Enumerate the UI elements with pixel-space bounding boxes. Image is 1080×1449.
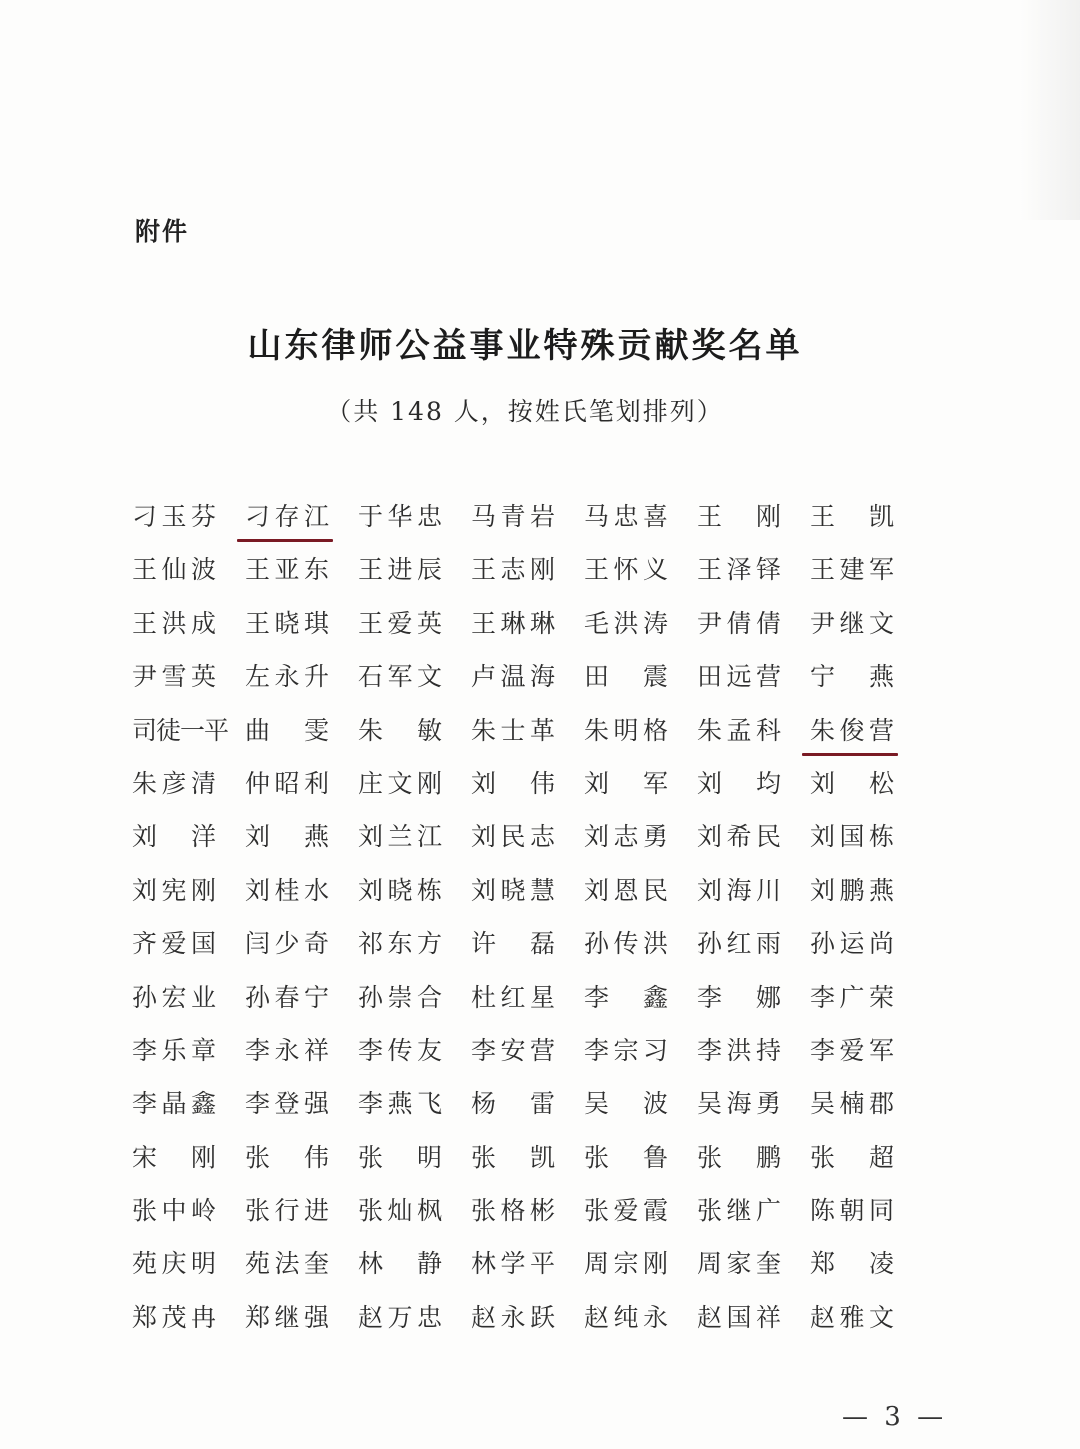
name-text: 张行进	[245, 1196, 329, 1226]
name-entry	[132, 655, 245, 708]
name-text: 张爱霞	[584, 1196, 668, 1226]
name-text: 王爱英	[358, 608, 442, 638]
name-entry	[697, 709, 810, 762]
name-entry	[358, 709, 471, 762]
name-entry	[358, 869, 471, 922]
name-text: 王泽铎	[697, 555, 781, 585]
name-text: 田远营	[697, 662, 781, 692]
name-text: 刘恩民	[584, 875, 668, 905]
name-text: 陈朝同	[810, 1196, 894, 1226]
name-entry	[584, 869, 697, 922]
name-entry	[697, 655, 810, 708]
name-entry	[471, 762, 584, 815]
name-entry	[471, 976, 584, 1029]
name-entry	[810, 762, 923, 815]
name-text: 李晶鑫	[132, 1089, 216, 1119]
name-text: 尹倩倩	[697, 608, 781, 638]
name-text: 孙运尚	[810, 929, 894, 959]
name-text: 刁存江	[245, 502, 329, 531]
name-entry	[584, 709, 697, 762]
name-text: 王怀义	[584, 555, 668, 585]
name-text: 张格彬	[471, 1196, 555, 1226]
name-entry	[697, 602, 810, 655]
name-entry	[810, 1029, 923, 1082]
name-text: 孙春宁	[245, 982, 329, 1012]
name-entry	[584, 922, 697, 975]
name-entry	[810, 1296, 923, 1349]
name-entry	[584, 655, 697, 708]
name-entry	[358, 1029, 471, 1082]
name-entry	[132, 1242, 245, 1295]
name-entry	[471, 495, 584, 548]
name-text: 朱俊营	[810, 715, 894, 745]
name-entry	[358, 1242, 471, 1295]
name-text: 刘晓慧	[471, 875, 555, 905]
name-text: 刘鹏燕	[810, 875, 894, 905]
name-text: 朱彦清	[132, 768, 216, 798]
name-entry	[245, 1136, 358, 1189]
name-entry	[245, 1296, 358, 1349]
name-text: 周宗刚	[584, 1249, 668, 1279]
name-text: 刁玉芬	[132, 502, 216, 531]
name-entry	[132, 1082, 245, 1135]
name-entry	[810, 1136, 923, 1189]
name-entry	[584, 548, 697, 601]
name-entry	[245, 869, 358, 922]
name-text: 王凯	[810, 502, 894, 531]
name-text: 刘均	[697, 768, 781, 798]
name-text: 李娜	[697, 982, 781, 1012]
name-text: 司徒一平	[132, 715, 229, 745]
name-entry	[810, 655, 923, 708]
names-list	[132, 495, 932, 1349]
name-text: 周家奎	[697, 1249, 781, 1279]
name-entry	[245, 655, 358, 708]
name-entry	[810, 495, 923, 548]
name-text: 尹继文	[810, 608, 894, 638]
name-entry	[358, 1296, 471, 1349]
name-entry	[471, 548, 584, 601]
name-text: 李登强	[245, 1089, 329, 1119]
name-entry	[245, 602, 358, 655]
name-entry	[132, 922, 245, 975]
name-text: 朱孟科	[697, 715, 781, 745]
name-entry	[810, 869, 923, 922]
name-text: 刘民志	[471, 822, 555, 852]
name-text: 吴波	[584, 1089, 668, 1119]
name-text: 仲昭利	[245, 768, 329, 798]
name-text: 杨雷	[471, 1089, 555, 1119]
name-text: 刘志勇	[584, 822, 668, 852]
name-entry	[132, 869, 245, 922]
name-text: 于华忠	[358, 502, 442, 531]
name-text: 李乐章	[132, 1035, 216, 1065]
name-entry	[132, 1189, 245, 1242]
name-entry	[471, 1242, 584, 1295]
name-entry	[584, 1189, 697, 1242]
name-text: 刘宪刚	[132, 875, 216, 905]
name-entry	[358, 815, 471, 868]
name-entry	[471, 1029, 584, 1082]
name-entry	[471, 1136, 584, 1189]
name-entry	[471, 655, 584, 708]
name-entry	[584, 762, 697, 815]
name-entry	[132, 495, 245, 548]
name-entry	[245, 976, 358, 1029]
name-entry	[132, 709, 245, 762]
name-entry	[245, 1242, 358, 1295]
name-text: 孙红雨	[697, 929, 781, 959]
name-entry	[245, 815, 358, 868]
name-text: 刘海川	[697, 875, 781, 905]
name-text: 王亚东	[245, 555, 329, 585]
scan-edge-shadow	[1020, 0, 1080, 220]
name-text: 刘希民	[697, 822, 781, 852]
name-text: 孙崇合	[358, 982, 442, 1012]
name-entry	[810, 815, 923, 868]
name-entry	[697, 762, 810, 815]
name-entry	[358, 1082, 471, 1135]
name-text: 李永祥	[245, 1035, 329, 1065]
name-text: 朱敏	[358, 715, 442, 745]
name-entry	[810, 1189, 923, 1242]
name-text: 卢温海	[471, 662, 555, 692]
name-text: 王晓琪	[245, 608, 329, 638]
name-text: 刘晓栋	[358, 875, 442, 905]
name-entry	[358, 655, 471, 708]
name-entry	[132, 1029, 245, 1082]
name-entry	[471, 1296, 584, 1349]
name-text: 毛洪涛	[584, 608, 668, 638]
name-entry	[584, 1082, 697, 1135]
name-entry	[584, 1029, 697, 1082]
name-text: 刘洋	[132, 822, 216, 852]
name-entry	[358, 976, 471, 1029]
name-entry	[697, 1082, 810, 1135]
name-text: 李鑫	[584, 982, 668, 1012]
name-entry	[471, 1189, 584, 1242]
name-entry	[584, 976, 697, 1029]
name-text: 郑茂冉	[132, 1302, 216, 1332]
name-text: 马忠喜	[584, 502, 668, 531]
name-text: 林学平	[471, 1249, 555, 1279]
name-text: 郑继强	[245, 1302, 329, 1332]
name-text: 曲雯	[245, 715, 329, 745]
name-entry	[358, 495, 471, 548]
name-entry	[697, 1296, 810, 1349]
document-subtitle: （共 148 人，按姓氏笔划排列）	[326, 397, 724, 426]
name-entry	[245, 1189, 358, 1242]
name-entry	[697, 869, 810, 922]
document-title: 山东律师公益事业特殊贡献奖名单	[247, 326, 803, 366]
name-entry	[358, 762, 471, 815]
name-text: 赵纯永	[584, 1302, 668, 1332]
name-text: 刘军	[584, 768, 668, 798]
name-entry	[697, 1242, 810, 1295]
name-text: 李传友	[358, 1035, 442, 1065]
name-text: 齐爱国	[132, 929, 216, 959]
name-text: 尹雪英	[132, 662, 216, 692]
name-text: 杜红星	[471, 982, 555, 1012]
name-text: 刘国栋	[810, 822, 894, 852]
name-text: 庄文刚	[358, 768, 442, 798]
name-text: 刘伟	[471, 768, 555, 798]
name-entry	[471, 869, 584, 922]
name-entry	[132, 1296, 245, 1349]
name-text: 张继广	[697, 1196, 781, 1226]
name-entry	[697, 976, 810, 1029]
name-text: 张灿枫	[358, 1196, 442, 1226]
name-entry-underlined	[810, 709, 923, 762]
name-text: 赵雅文	[810, 1302, 894, 1332]
name-text: 朱士革	[471, 715, 555, 745]
name-entry	[471, 922, 584, 975]
name-text: 王仙波	[132, 555, 216, 585]
name-text: 苑法奎	[245, 1249, 329, 1279]
name-entry	[810, 1082, 923, 1135]
name-text: 左永升	[245, 662, 329, 692]
name-text: 李爱军	[810, 1035, 894, 1065]
name-text: 马青岩	[471, 502, 555, 531]
name-text: 王刚	[697, 502, 781, 531]
name-entry	[132, 762, 245, 815]
name-entry	[358, 602, 471, 655]
name-text: 李安营	[471, 1035, 555, 1065]
name-text: 苑庆明	[132, 1249, 216, 1279]
name-text: 林静	[358, 1249, 442, 1279]
name-entry	[245, 709, 358, 762]
name-text: 赵永跃	[471, 1302, 555, 1332]
name-entry	[245, 762, 358, 815]
name-text: 张鲁	[584, 1142, 668, 1172]
name-text: 李燕飞	[358, 1089, 442, 1119]
name-entry	[471, 709, 584, 762]
name-entry	[697, 1136, 810, 1189]
name-entry	[471, 602, 584, 655]
name-entry	[697, 815, 810, 868]
name-entry	[810, 1242, 923, 1295]
name-text: 祁东方	[358, 929, 442, 959]
name-entry	[584, 815, 697, 868]
name-entry	[245, 548, 358, 601]
name-entry	[358, 1189, 471, 1242]
name-text: 郑凌	[810, 1249, 894, 1279]
name-entry	[697, 548, 810, 601]
name-entry	[697, 495, 810, 548]
name-text: 王建军	[810, 555, 894, 585]
name-entry	[132, 548, 245, 601]
name-entry	[584, 1242, 697, 1295]
attachment-label: 附件	[135, 217, 190, 246]
name-entry	[245, 1082, 358, 1135]
name-entry	[358, 548, 471, 601]
name-entry	[132, 1136, 245, 1189]
name-text: 宁燕	[810, 662, 894, 692]
name-text: 刘兰江	[358, 822, 442, 852]
name-entry	[584, 602, 697, 655]
name-text: 刘桂水	[245, 875, 329, 905]
name-entry	[584, 1136, 697, 1189]
name-entry	[471, 815, 584, 868]
name-text: 闫少奇	[245, 929, 329, 959]
name-entry	[810, 602, 923, 655]
name-text: 李洪持	[697, 1035, 781, 1065]
name-entry	[132, 976, 245, 1029]
name-text: 王琳琳	[471, 608, 555, 638]
name-text: 张超	[810, 1142, 894, 1172]
name-text: 张鹏	[697, 1142, 781, 1172]
name-entry	[697, 1189, 810, 1242]
name-text: 李广荣	[810, 982, 894, 1012]
name-entry	[245, 922, 358, 975]
name-text: 孙传洪	[584, 929, 668, 959]
name-text: 张明	[358, 1142, 442, 1172]
name-text: 赵国祥	[697, 1302, 781, 1332]
name-text: 李宗习	[584, 1035, 668, 1065]
name-text: 赵万忠	[358, 1302, 442, 1332]
name-entry	[358, 922, 471, 975]
name-entry	[245, 1029, 358, 1082]
name-text: 张伟	[245, 1142, 329, 1172]
name-text: 石军文	[358, 662, 442, 692]
name-text: 王洪成	[132, 608, 216, 638]
name-entry	[132, 602, 245, 655]
name-text: 吴楠郡	[810, 1089, 894, 1119]
name-text: 王志刚	[471, 555, 555, 585]
name-text: 张凯	[471, 1142, 555, 1172]
name-entry	[697, 1029, 810, 1082]
name-entry	[471, 1082, 584, 1135]
name-entry	[697, 922, 810, 975]
name-text: 孙宏业	[132, 982, 216, 1012]
name-entry	[810, 922, 923, 975]
name-text: 吴海勇	[697, 1089, 781, 1119]
name-entry	[584, 495, 697, 548]
name-text: 宋刚	[132, 1142, 216, 1172]
name-text: 张中岭	[132, 1196, 216, 1226]
name-entry	[132, 815, 245, 868]
name-text: 许磊	[471, 929, 555, 959]
name-text: 王进辰	[358, 555, 442, 585]
name-entry	[584, 1296, 697, 1349]
name-entry	[358, 1136, 471, 1189]
name-entry-underlined	[245, 495, 358, 548]
name-entry	[810, 548, 923, 601]
name-text: 刘燕	[245, 822, 329, 852]
page-number: — 3 —	[842, 1402, 948, 1432]
name-text: 田震	[584, 662, 668, 692]
name-text: 刘松	[810, 768, 894, 798]
name-text: 朱明格	[584, 715, 668, 745]
name-entry	[810, 976, 923, 1029]
